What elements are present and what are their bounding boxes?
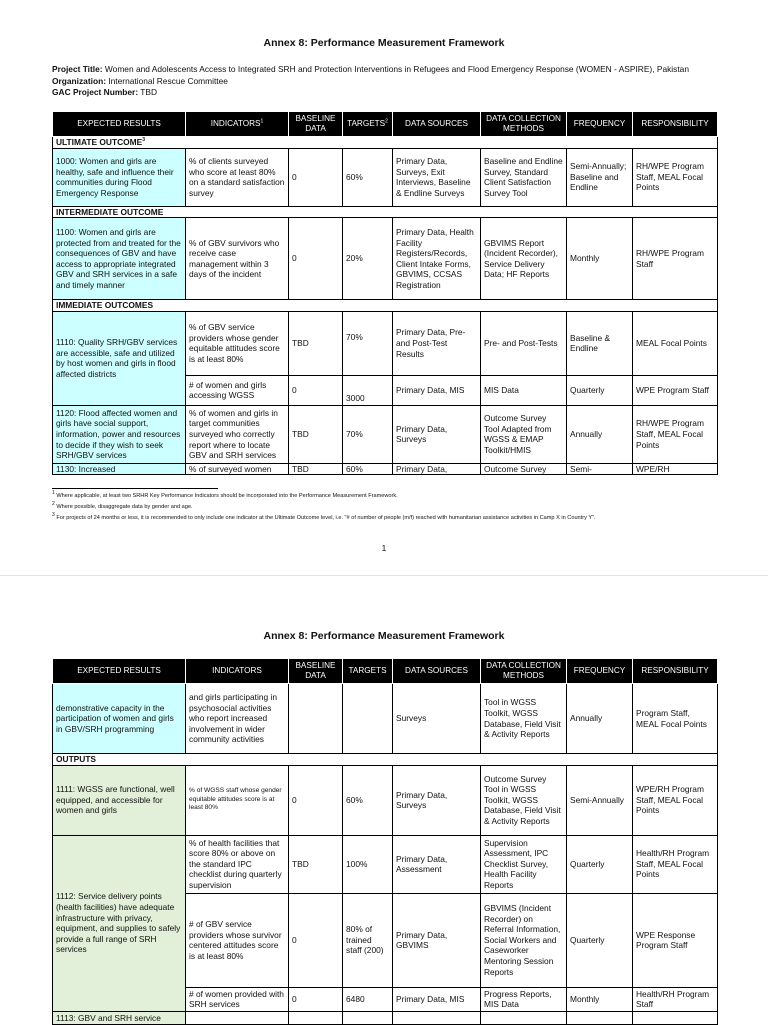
indicator-cell: # of women provided with SRH services bbox=[186, 987, 289, 1011]
section-immediate-outcomes: IMMEDIATE OUTCOMES bbox=[53, 300, 718, 312]
responsibility-cell: WPE Response Program Staff bbox=[633, 893, 718, 987]
table-row bbox=[53, 463, 718, 475]
section-outputs: OUTPUTS bbox=[53, 754, 718, 766]
header-responsibility: RESPONSIBILITY bbox=[633, 659, 718, 684]
target-cell: 6480 bbox=[343, 987, 393, 1011]
expected-result-cell: 1113: GBV and SRH service bbox=[53, 1011, 186, 1025]
table-row bbox=[53, 835, 718, 893]
gac-line: GAC Project Number: TBD bbox=[52, 87, 158, 97]
header-indicators: INDICATORS bbox=[186, 659, 289, 684]
frequency-cell: Annually bbox=[567, 405, 633, 463]
footnote-3: $^3$ For projects of 24 months or less, it is recommended to only include one indicator at the Ultimate Outcome level, i.e. "# of number of people (m/f) reached with humanitarian assistance activities in Camp X in Country Y". bbox=[52, 512, 596, 521]
header-baseline: BASELINE DATA bbox=[289, 659, 343, 684]
table-row bbox=[53, 148, 718, 206]
table-row bbox=[53, 1011, 718, 1025]
frequency-cell: Semi-Annually bbox=[567, 765, 633, 835]
frequency-cell: Monthly bbox=[567, 987, 633, 1011]
frequency-cell: Quarterly bbox=[567, 375, 633, 405]
frequency-cell: Annually bbox=[567, 684, 633, 754]
expected-result-cell: 1110: Quality SRH/GBV services are accessible, safe and utilized by host women and girls in flood affected districts bbox=[53, 311, 186, 405]
section-ultimate-outcome: ULTIMATE OUTCOME$^3$ bbox=[53, 137, 718, 149]
header-frequency: FREQUENCY bbox=[567, 659, 633, 684]
indicator-cell: % of GBV survivors who receive case management within 3 days of the incident bbox=[186, 218, 289, 300]
project-title-label: Project Title bbox=[52, 64, 100, 74]
data-source-cell: Primary Data, MIS bbox=[393, 375, 481, 405]
data-source-cell: Primary Data, MIS bbox=[393, 987, 481, 1011]
gac-label: GAC Project Number bbox=[52, 87, 136, 97]
header-row bbox=[53, 659, 718, 684]
data-source-cell: Primary Data, Surveys bbox=[393, 765, 481, 835]
target-cell: 70% bbox=[343, 311, 393, 375]
header-indicators: INDICATORS$^1$ bbox=[186, 112, 289, 137]
frequency-cell: Baseline & Endline bbox=[567, 311, 633, 375]
method-cell: Pre- and Post-Tests bbox=[481, 311, 567, 375]
method-cell: Outcome Survey Tool Adapted from WGSS & EMAP Toolkit/HMIS bbox=[481, 405, 567, 463]
expected-result-cell: 1130: Increased bbox=[53, 463, 186, 475]
indicator-cell: % of GBV service providers whose gender equitable attitudes score is at least 80% bbox=[186, 311, 289, 375]
footnotes bbox=[52, 491, 732, 524]
footnote-1: $^1$ Where applicable, at least two SRHR Key Performance Indicators should be incorporated into the Performance Measurement Framework. bbox=[52, 490, 398, 499]
gac-value: TBD bbox=[140, 87, 158, 97]
header-row bbox=[53, 112, 718, 137]
target-cell: 3000 bbox=[343, 375, 393, 405]
pmf-table-page-1 bbox=[52, 111, 718, 475]
page-number: 1 bbox=[381, 543, 387, 553]
header-expected-results: EXPECTED RESULTS bbox=[53, 659, 186, 684]
organization-line: Organization: International Rescue Committee bbox=[52, 75, 228, 86]
method-cell: Progress Reports, MIS Data bbox=[481, 987, 567, 1011]
baseline-cell bbox=[289, 684, 343, 754]
target-cell: 60% bbox=[343, 463, 393, 475]
method-cell: GBVIMS Report (Incident Recorder), Service Delivery Data; HF Reports bbox=[481, 218, 567, 300]
target-cell: 60% bbox=[343, 765, 393, 835]
expected-result-cell: demonstrative capacity in the participation of women and girls in GBV/SRH programming bbox=[53, 684, 186, 754]
target-cell: 60% bbox=[343, 148, 393, 206]
page-title: Annex 8: Performance Measurement Framework bbox=[263, 37, 505, 49]
data-source-cell: Primary Data, GBVIMS bbox=[393, 893, 481, 987]
frequency-cell: Semi-Annually; Baseline and Endline bbox=[567, 148, 633, 206]
header-collection-methods: DATA COLLECTION METHODS bbox=[481, 659, 567, 684]
page-2 bbox=[0, 575, 768, 1025]
method-cell: GBVIMS (Incident Recorder) on Referral Information, Social Workers and Caseworker Mentoring Session Reports bbox=[481, 893, 567, 987]
data-source-cell: Primary Data, bbox=[393, 463, 481, 475]
baseline-cell: 0 bbox=[289, 893, 343, 987]
section-intermediate-outcome: INTERMEDIATE OUTCOME bbox=[53, 206, 718, 218]
header-targets: TARGETS bbox=[343, 659, 393, 684]
header-expected-results: EXPECTED RESULTS bbox=[53, 112, 186, 137]
indicator-cell: % of clients surveyed who score at least 80% on a standard satisfaction survey bbox=[186, 148, 289, 206]
method-cell: Baseline and Endline Survey, Standard Client Satisfaction Survey Tool bbox=[481, 148, 567, 206]
footnote-separator bbox=[52, 488, 218, 489]
frequency-cell: Monthly bbox=[567, 218, 633, 300]
baseline-cell: TBD bbox=[289, 835, 343, 893]
organization-label: Organization bbox=[52, 75, 104, 86]
pmf-table-page-2 bbox=[52, 658, 718, 1025]
baseline-cell: TBD bbox=[289, 311, 343, 375]
target-cell: 20% bbox=[343, 218, 393, 300]
table-row bbox=[53, 684, 718, 754]
target-cell: 100% bbox=[343, 835, 393, 893]
method-cell: MIS Data bbox=[481, 375, 567, 405]
responsibility-cell: RH/WPE Program Staff bbox=[633, 218, 718, 300]
indicator-cell: % of WGSS staff whose gender equitable attitudes score is at least 80% bbox=[186, 765, 289, 835]
indicator-cell: % of surveyed women bbox=[186, 463, 289, 475]
target-cell: 70% bbox=[343, 405, 393, 463]
data-source-cell: Primary Data, Pre- and Post-Test Results bbox=[393, 311, 481, 375]
data-source-cell: Surveys bbox=[393, 684, 481, 754]
header-baseline: BASELINE DATA bbox=[289, 112, 343, 137]
responsibility-cell: RH/WPE Program Staff, MEAL Focal Points bbox=[633, 148, 718, 206]
data-source-cell: Primary Data, Surveys bbox=[393, 405, 481, 463]
responsibility-cell: Program Staff, MEAL Focal Points bbox=[633, 684, 718, 754]
frequency-cell: Quarterly bbox=[567, 893, 633, 987]
project-title-value: Women and Adolescents Access to Integrated SRH and Protection Interventions in Refugees and Flood Emergency Response (WOMEN - ASPIRE), Pakistan bbox=[104, 64, 689, 74]
header-collection-methods: DATA COLLECTION METHODS bbox=[481, 112, 567, 137]
frequency-cell: Quarterly bbox=[567, 835, 633, 893]
header-responsibility: RESPONSIBILITY bbox=[633, 112, 718, 137]
target-cell: 80% of trained staff (200) bbox=[343, 893, 393, 987]
project-title-line: Project Title: Women and Adolescents Access to Integrated SRH and Protection Interventions in Refugees and Flood Emergency Response (WOMEN - ASPIRE), Pakistan bbox=[52, 64, 689, 74]
data-source-cell: Primary Data, Assessment bbox=[393, 835, 481, 893]
indicator-cell: % of health facilities that score 80% or above on the standard IPC checklist during quarterly supervision bbox=[186, 835, 289, 893]
expected-result-cell: 1111: WGSS are functional, well equipped, and accessible for women and girls bbox=[53, 765, 186, 835]
frequency-cell: Semi- bbox=[567, 463, 633, 475]
expected-result-cell: 1112: Service delivery points (health facilities) have adequate infrastructure with privacy, equipment, and supplies to safely provide a full range of SRH services bbox=[53, 835, 186, 1011]
baseline-cell: 0 bbox=[289, 987, 343, 1011]
header-frequency: FREQUENCY bbox=[567, 112, 633, 137]
baseline-cell: TBD bbox=[289, 463, 343, 475]
page-title: Annex 8: Performance Measurement Framework bbox=[263, 630, 505, 642]
target-cell bbox=[343, 684, 393, 754]
indicator-cell: # of women and girls accessing WGSS bbox=[186, 375, 289, 405]
baseline-cell: TBD bbox=[289, 405, 343, 463]
table-row bbox=[53, 218, 718, 300]
responsibility-cell: MEAL Focal Points bbox=[633, 311, 718, 375]
method-cell: Supervision Assessment, IPC Checklist Survey, Health Facility Reports bbox=[481, 835, 567, 893]
method-cell: Outcome Survey Tool in WGSS Toolkit, WGSS Database, Field Visit & Activity Reports bbox=[481, 765, 567, 835]
indicator-cell: and girls participating in psychosocial activities who report increased involvement in wider community activities bbox=[186, 684, 289, 754]
indicator-cell: # of GBV service providers whose survivor centered attitudes score is at least 80% bbox=[186, 893, 289, 987]
responsibility-cell: WPE/RH bbox=[633, 463, 718, 475]
expected-result-cell: 1000: Women and girls are healthy, safe and influence their communities during Flood Emergency Response bbox=[53, 148, 186, 206]
responsibility-cell: Health/RH Program Staff bbox=[633, 987, 718, 1011]
organization-value: International Rescue Committee bbox=[108, 75, 228, 86]
expected-result-cell: 1120: Flood affected women and girls have social support, information, power and resources to decide if they wish to seek SRH/GBV services bbox=[53, 405, 186, 463]
responsibility-cell: RH/WPE Program Staff, MEAL Focal Points bbox=[633, 405, 718, 463]
table-row bbox=[53, 311, 718, 375]
responsibility-cell: Health/RH Program Staff, MEAL Focal Points bbox=[633, 835, 718, 893]
footnote-2: $^2$ Where possible, disaggregate data by gender and age. bbox=[52, 501, 193, 510]
header-targets: TARGETS$^2$ bbox=[343, 112, 393, 137]
responsibility-cell: WPE/RH Program Staff, MEAL Focal Points bbox=[633, 765, 718, 835]
method-cell: Tool in WGSS Toolkit, WGSS Database, Field Visit & Activity Reports bbox=[481, 684, 567, 754]
data-source-cell: Primary Data, Health Facility Registers/Records, Client Intake Forms, GBVIMS, CCSAS Registration bbox=[393, 218, 481, 300]
table-row bbox=[53, 405, 718, 463]
baseline-cell: 0 bbox=[289, 148, 343, 206]
project-meta bbox=[52, 64, 689, 99]
indicator-cell: % of women and girls in target communities surveyed who correctly report where to locate GBV and SRH services bbox=[186, 405, 289, 463]
method-cell: Outcome Survey bbox=[481, 463, 567, 475]
baseline-cell: 0 bbox=[289, 375, 343, 405]
data-source-cell: Primary Data, Surveys, Exit Interviews, Baseline & Endline Surveys bbox=[393, 148, 481, 206]
expected-result-cell: 1100: Women and girls are protected from and treated for the consequences of GBV and have access to appropriate integrated GBV and SRH services in a safe and timely manner bbox=[53, 218, 186, 300]
header-data-sources: DATA SOURCES bbox=[393, 112, 481, 137]
table-row bbox=[53, 765, 718, 835]
responsibility-cell: WPE Program Staff bbox=[633, 375, 718, 405]
baseline-cell: 0 bbox=[289, 765, 343, 835]
baseline-cell: 0 bbox=[289, 218, 343, 300]
header-data-sources: DATA SOURCES bbox=[393, 659, 481, 684]
